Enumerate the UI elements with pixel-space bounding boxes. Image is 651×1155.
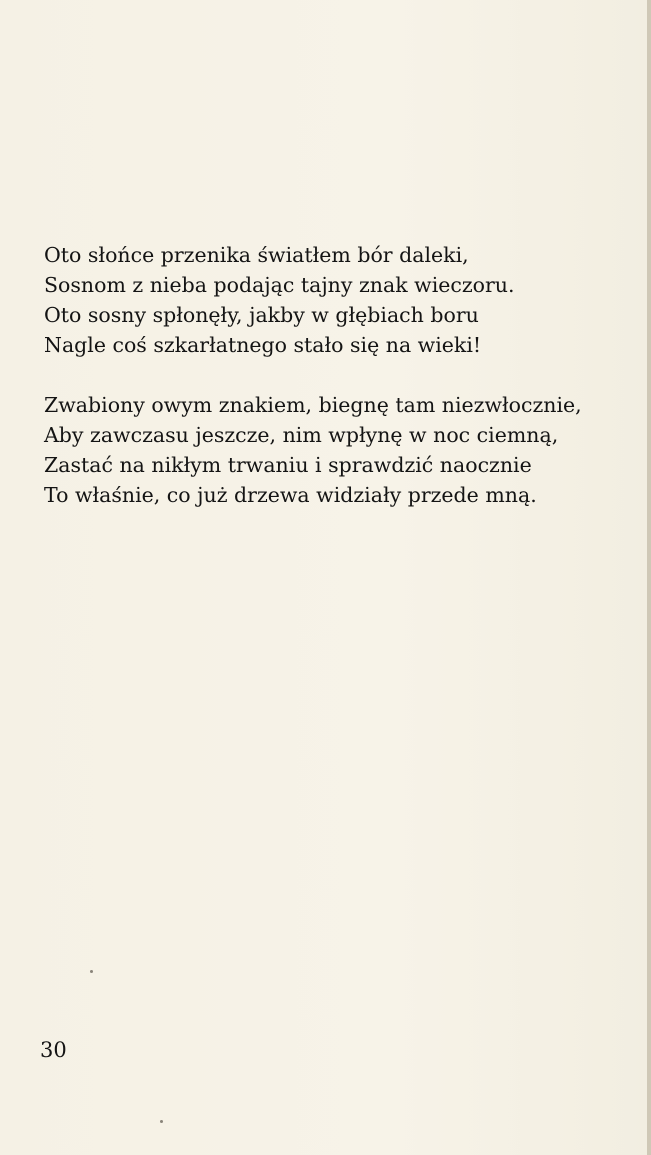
poem-line: Sosnom z nieba podając tajny znak wieczoru. (44, 273, 515, 297)
poem-line: Zastać na nikłym trwaniu i sprawdzić naocznie (44, 453, 532, 477)
poem-line: To właśnie, co już drzewa widziały przede mną. (44, 483, 537, 507)
poem (44, 240, 624, 540)
stanza-1 (44, 240, 624, 360)
stanza-2 (44, 390, 624, 510)
poem-line: Nagle coś szkarłatnego stało się na wieki! (44, 333, 482, 357)
page-number: 30 (40, 1038, 67, 1062)
paper-speck (160, 1120, 163, 1123)
poem-line: Aby zawczasu jeszcze, nim wpłynę w noc ciemną, (44, 423, 559, 447)
poem-line: Zwabiony owym znakiem, biegnę tam niezwłocznie, (44, 393, 582, 417)
page-edge (647, 0, 651, 1155)
paper-speck (90, 970, 93, 973)
poem-line: Oto sosny spłonęły, jakby w głębiach boru (44, 303, 479, 327)
poem-line: Oto słońce przenika światłem bór daleki, (44, 243, 469, 267)
